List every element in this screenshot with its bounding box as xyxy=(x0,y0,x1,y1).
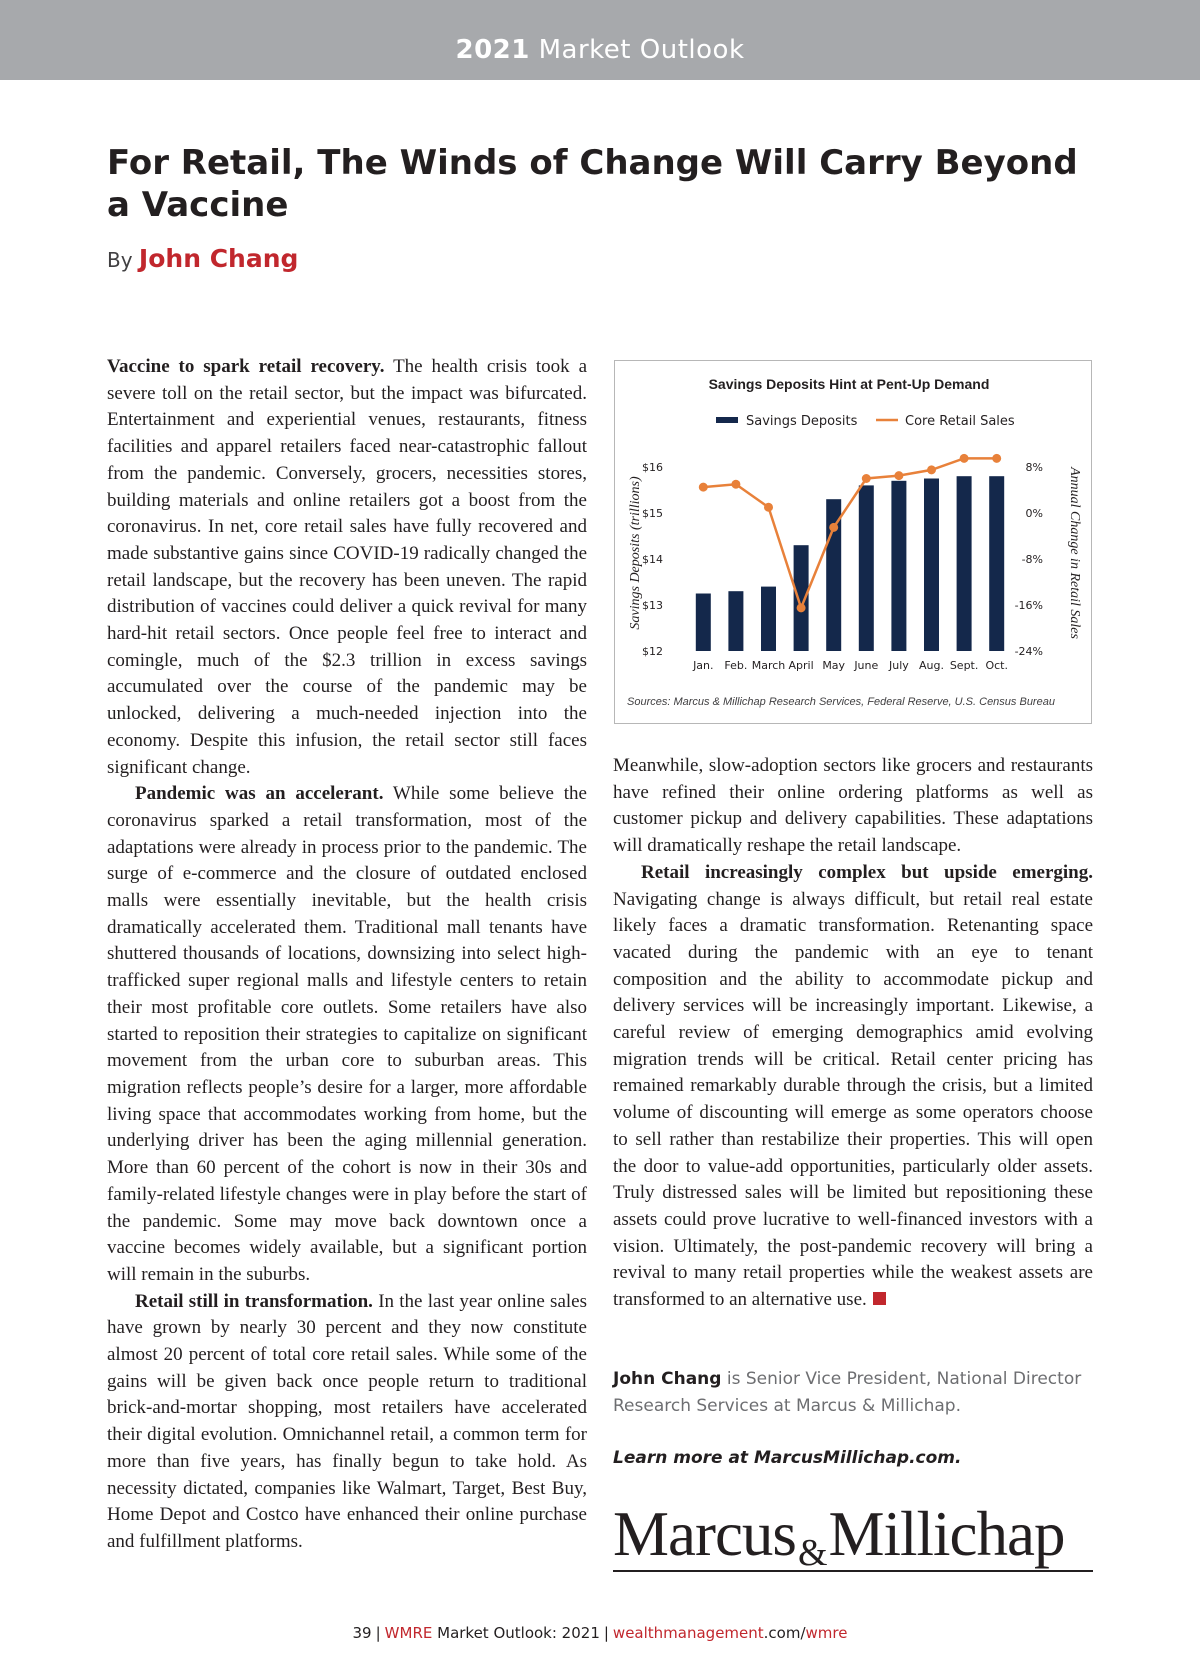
point-retail-july xyxy=(894,471,903,480)
chart-title: Savings Deposits Hint at Pent-Up Demand xyxy=(708,376,990,392)
paragraph-text: While some believe the coronavirus sparked a retail transformation, most of the adaptations were already in process prior to the pandemic. The surge of e-commerce and the closure of outdated enclosed malls were essentially inevitable, but the health crisis dramatically accelerated them. Traditional mall tenants have shuttered thousands of locations, downsizing into select high-trafficked super regional malls and lifestyle centers to retain their most profitable core outlets. Some retailers have also started to reposition their strategies to capitalize on significant movement from the urban core to suburban areas. This migration reflects people’s desire for a larger, more affordable living space that accommodates working from home, but the underlying driver has been the aging millennial generation. More than 60 percent of the cohort is now in their 30s and family-related lifestyle changes were in play before the start of the pandemic. Some may move back downtown once a vaccine becomes widely available, but a significant portion will remain in the suburbs. xyxy=(107,783,587,1285)
paragraph xyxy=(613,753,1093,860)
bar-savings-june xyxy=(859,485,874,651)
learn-more-link[interactable]: Learn more at MarcusMillichap.com. xyxy=(613,1448,962,1468)
point-retail-sept xyxy=(960,454,969,463)
bar-savings-oct xyxy=(989,476,1004,651)
y-tick-left: $16 xyxy=(642,461,663,474)
right-column xyxy=(613,753,1093,1314)
bar-savings-aug xyxy=(924,479,939,652)
y-axis-left-label: Savings Deposits (trillions) xyxy=(628,476,643,630)
author-bio xyxy=(613,1366,1103,1420)
paragraph xyxy=(107,354,587,781)
header-band xyxy=(0,0,1200,80)
x-tick-label: Feb. xyxy=(724,659,748,672)
publication-brand: WMRE xyxy=(384,1624,433,1642)
paragraph-text: Meanwhile, slow-adoption sectors like grocers and restaurants have refined their online ordering platforms as well as customer pickup and delivery capabilities. These adaptations will dramatically reshape the retail landscape. xyxy=(613,755,1093,857)
paragraph-text: The health crisis took a severe toll on the retail sector, but the impact was bifurcated. Entertainment and experiential venues, restaurants, fitness facilities and apparel retailers faced near-catastrophic fallout from the pandemic. Conversely, grocers, necessities stores, building materials and online retailers got a boost from the coronavirus. In net, core retail sales have fully recovered and made substantive gains since COVID-19 radically changed the retail landscape, but the recovery has been uneven. The rapid distribution of vaccines could deliver a quick revival for many hard-hit retail sectors. Once people feel free to interact and comingle, much of the $2.3 trillion in excess savings accumulated over the course of the pandemic may be unlocked, delivering a much-needed injection into the economy. Despite this infusion, the retail sector still faces significant change. xyxy=(107,356,588,778)
bar-savings-july xyxy=(891,481,906,651)
paragraph xyxy=(613,860,1093,1314)
paragraph-lead: Retail still in transformation. xyxy=(135,1290,373,1312)
company-logo xyxy=(613,1500,1093,1572)
byline-label: By xyxy=(107,248,133,272)
y-tick-right: 0% xyxy=(1025,507,1043,520)
left-column xyxy=(107,354,587,1556)
y-tick-right: -16% xyxy=(1014,599,1043,612)
savings-chart xyxy=(614,360,1092,724)
x-tick-label: Oct. xyxy=(985,659,1008,672)
footer xyxy=(0,1624,1200,1642)
publication-rest: Market Outlook: 2021 xyxy=(432,1624,600,1642)
x-tick-label: March xyxy=(751,659,786,672)
end-mark xyxy=(873,1292,886,1305)
logo-left: Marcus xyxy=(613,1499,796,1569)
bar-savings-feb xyxy=(728,591,743,651)
point-retail-feb xyxy=(731,480,740,489)
retail-sales-line xyxy=(703,458,996,608)
paragraph-text: In the last year online sales have grown by nearly 30 percent and they now constitute almost 20 percent of total core retail sales. While some of the gains will be given back once people return to traditional brick-and-mortar shopping, most retailers have accelerated their digital evolution. Omnichannel retail, a common term for more than five years, has finally begun to take hold. As necessity dictated, companies like Walmart, Target, Best Buy, Home Depot and Costco have enhanced their online purchase and fulfillment platforms. xyxy=(107,1290,587,1552)
y-tick-right: 8% xyxy=(1025,461,1043,474)
plot-area xyxy=(642,454,1043,672)
footer-separator: | xyxy=(375,1624,381,1642)
byline xyxy=(107,244,298,273)
url-brand: wealthmanagement xyxy=(612,1624,764,1642)
point-retail-april xyxy=(797,603,806,612)
y-tick-right: -24% xyxy=(1014,645,1043,658)
logo-amp: & xyxy=(797,1532,827,1574)
byline-author: John Chang xyxy=(138,244,299,273)
paragraph-lead: Retail increasingly complex but upside emerging. xyxy=(641,861,1093,883)
bar-savings-march xyxy=(761,587,776,651)
url-path: wmre xyxy=(805,1624,848,1642)
y-axis-right-label: Annual Change in Retail Sales xyxy=(1067,467,1082,639)
footer-separator: | xyxy=(603,1624,609,1642)
chart-source: Sources: Marcus & Millichap Research Services, Federal Reserve, U.S. Census Bureau xyxy=(627,696,1055,708)
legend-bar-swatch xyxy=(716,417,738,423)
y-tick-right: -8% xyxy=(1021,553,1043,566)
paragraph xyxy=(107,781,587,1288)
chart-svg xyxy=(615,361,1091,723)
x-tick-label: Aug. xyxy=(919,659,944,672)
paragraph-text: Navigating change is always difficult, but retail real estate likely faces a dramatic transformation. Retenanting space vacated during the pandemic with an eye to tenant composition and the ability to accommodate pickup and delivery services will be increasingly important. Likewise, a careful review of emerging demographics amid evolving migration trends will be critical. Retail center pricing has remained remarkably durable through the crisis, but a limited volume of discounting will emerge as some operators choose to sell rather than restabilize their properties. This will open the door to value-add opportunities, particularly older assets. Truly distressed sales will be limited but repositioning these assets could prove lucrative to well-financed investors with a vision. Ultimately, the post-pandemic recovery will bring a revival to many retail properties while the weakest assets are transformed to an alternative use. xyxy=(613,888,1093,1311)
url-rest: .com/ xyxy=(763,1624,806,1642)
paragraph xyxy=(107,1289,587,1556)
article-title: For Retail, The Winds of Change Will Carry Beyond a Vaccine xyxy=(107,143,1078,225)
point-retail-march xyxy=(764,503,773,512)
paragraph-lead: Pandemic was an accelerant. xyxy=(135,783,384,805)
x-tick-label: July xyxy=(889,659,909,672)
y-tick-left: $12 xyxy=(642,645,663,658)
point-retail-aug xyxy=(927,465,936,474)
legend-label-savings: Savings Deposits xyxy=(746,414,858,429)
bar-savings-may xyxy=(826,499,841,651)
header-year: 2021 xyxy=(455,35,530,65)
x-tick-label: Jan. xyxy=(693,659,714,672)
page-number: 39 xyxy=(352,1624,372,1642)
point-retail-june xyxy=(862,474,871,483)
paragraph-lead: Vaccine to spark retail recovery. xyxy=(107,356,385,377)
point-retail-oct xyxy=(992,454,1001,463)
header-title: Market Outlook xyxy=(538,35,745,65)
x-tick-label: May xyxy=(822,659,846,672)
bar-savings-sept xyxy=(957,476,972,651)
bio-text: is Senior Vice President, National Director Research Services at Marcus & Millichap. xyxy=(613,1369,1082,1416)
y-tick-left: $14 xyxy=(642,553,663,566)
bar-savings-jan xyxy=(696,594,711,652)
legend-label-retail: Core Retail Sales xyxy=(905,414,1015,429)
footer-url[interactable] xyxy=(613,1624,848,1642)
x-tick-label: Sept. xyxy=(949,659,979,672)
point-retail-jan xyxy=(699,483,708,492)
point-retail-may xyxy=(829,523,838,532)
bio-name: John Chang xyxy=(613,1369,722,1389)
y-tick-left: $15 xyxy=(642,507,663,520)
x-tick-label: April xyxy=(788,659,814,672)
y-tick-left: $13 xyxy=(642,599,663,612)
logo-right: Millichap xyxy=(828,1499,1065,1569)
x-tick-label: June xyxy=(854,659,879,672)
